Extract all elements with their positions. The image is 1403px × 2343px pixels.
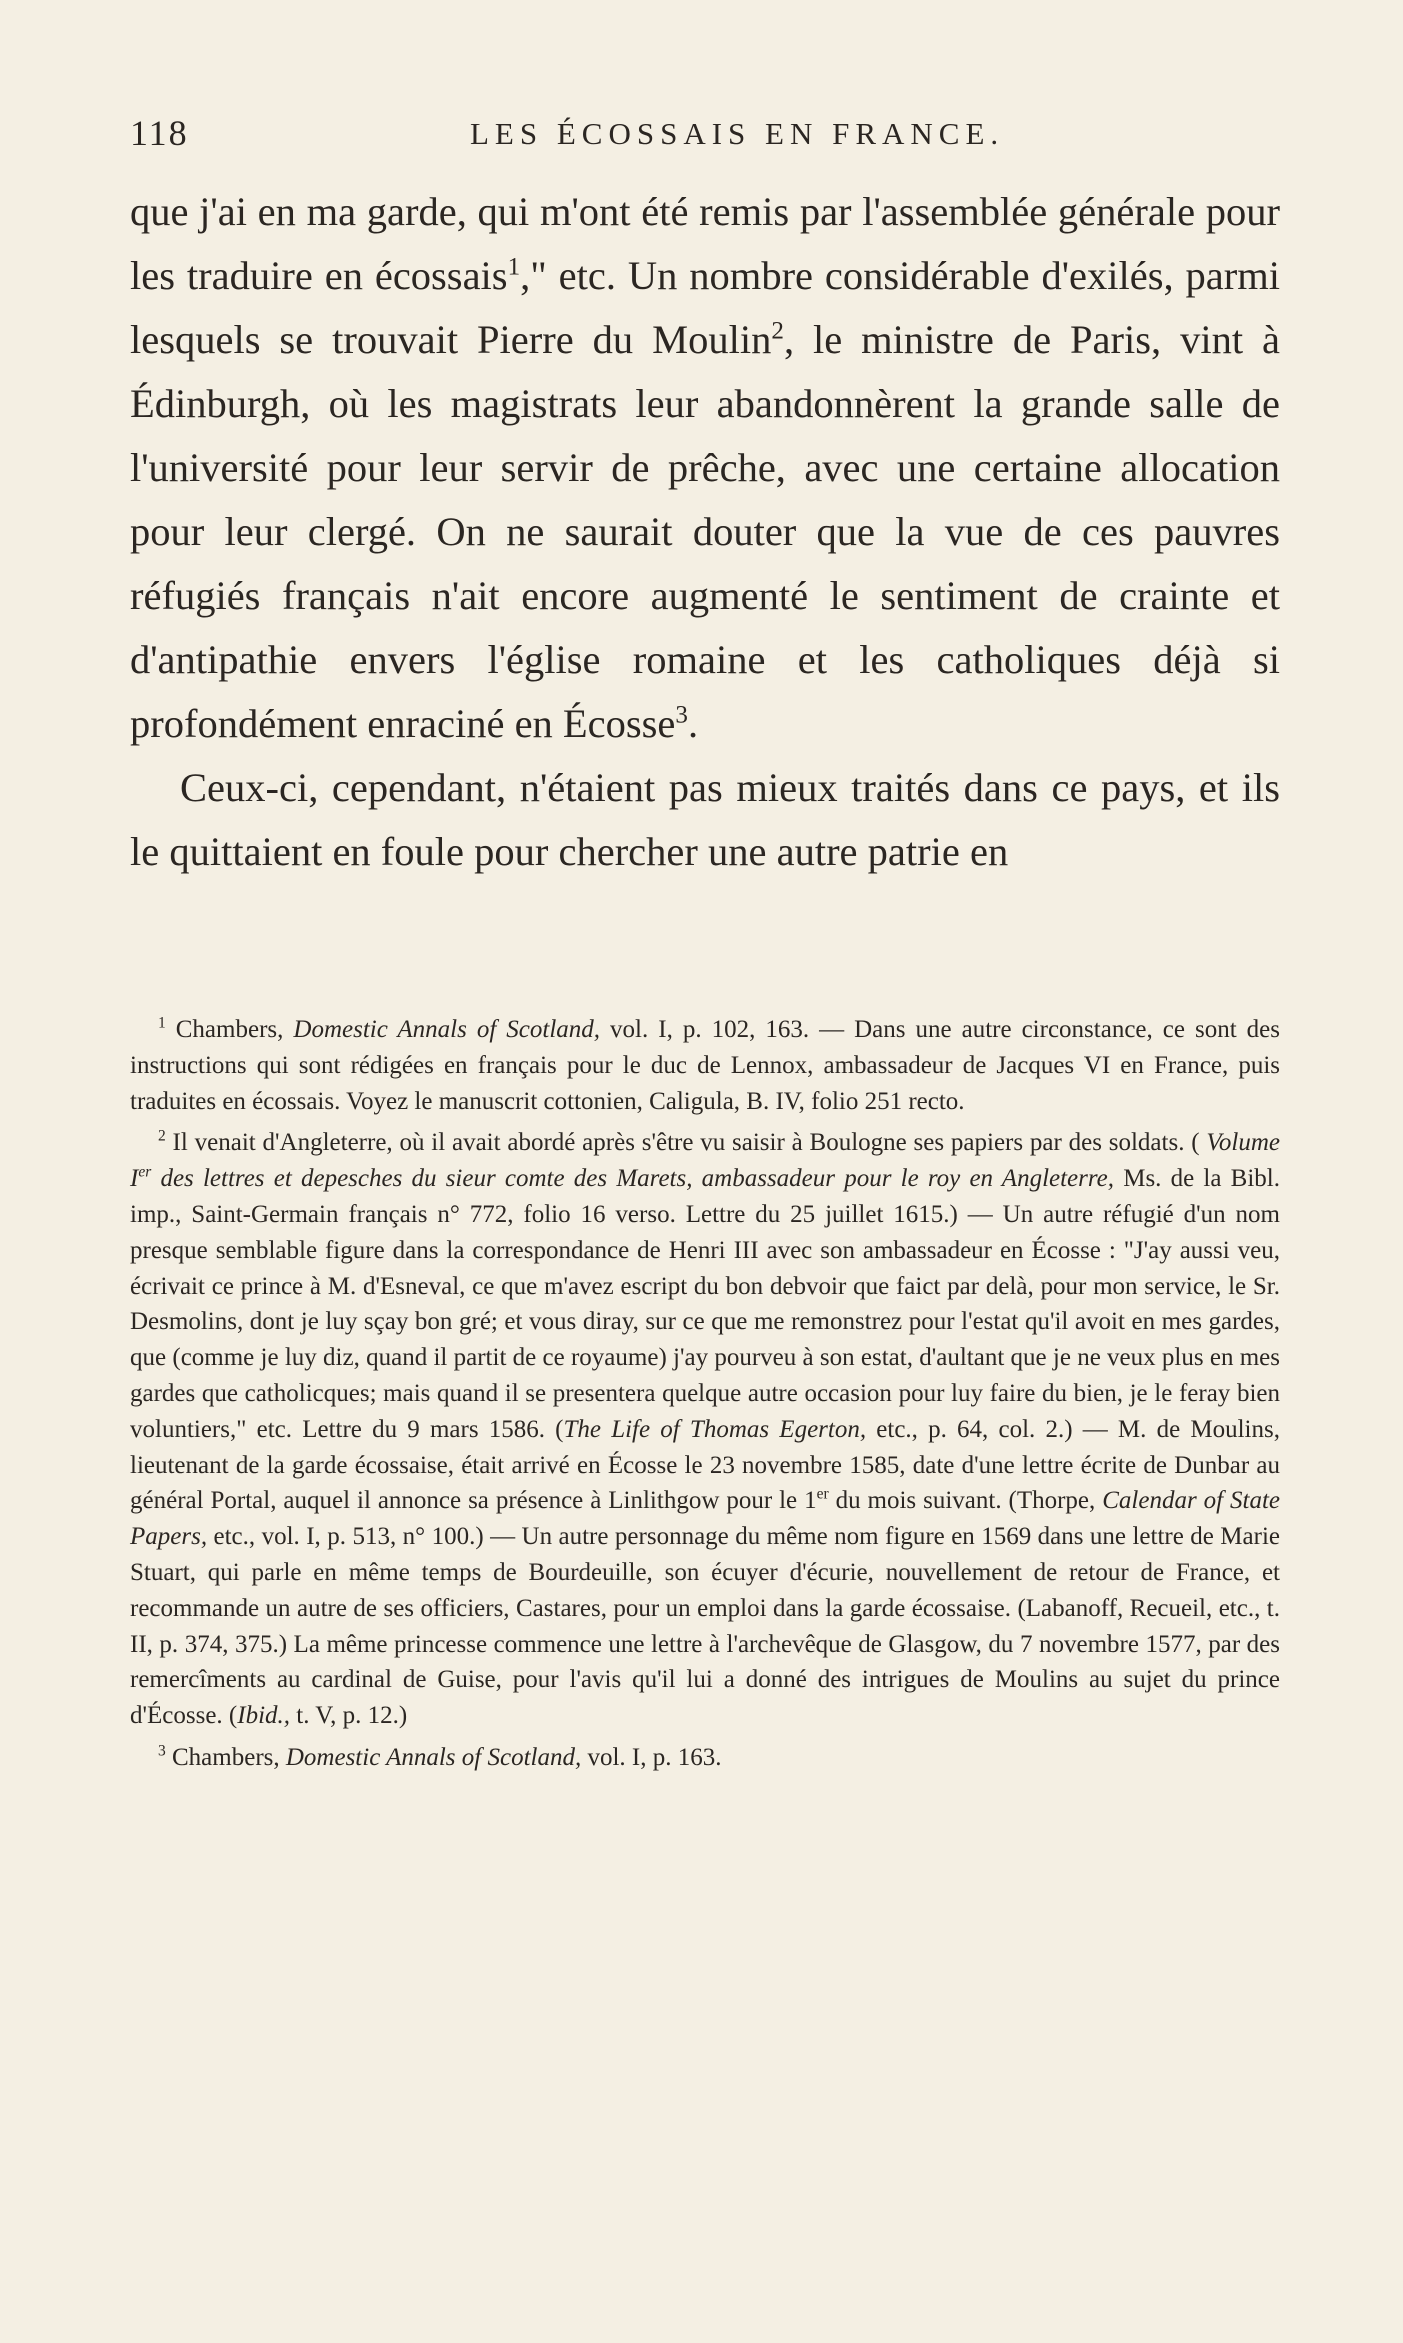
main-paragraph-2 (130, 756, 1280, 884)
footnote-text: Ms. de la Bibl. imp., Saint-Germain français n° 772, folio 16 verso. Lettre du 25 juillet 1615.) — Un autre réfugié d'un nom presque semblable figure dans la correspondance de Henri III avec son ambassadeur en Écosse : "J'ay aussi veu, écrivait ce prince à M. d'Esneval, ce que m'avez escript du bon debvoir que faict par delà, pour mon service, le Sr. Desmolins, dont je luy sçay bon gré; et vous diray, sur ce que me remonstrez pour l'estat qu'il avoit en mes gardes, que (comme je luy diz, quand il partit de ce royaume) j'ay pourveu à son estat, d'aultant que je ne veux plus en mes gardes que catholicques; mais quand il se presentera quelque autre occasion pour luy faire du bien, je le feray bien voluntiers," etc. Lettre du 9 mars 1586. ( (130, 1165, 1280, 1443)
footnote-title: Ibid., (237, 1702, 291, 1730)
footnote-text: Chambers, (165, 1743, 286, 1771)
footnote-text: etc., vol. I, p. 513, n° 100.) — Un autre personnage du même nom figure en 1569 dans une lettre de Marie Stuart, qui parle en même temps de Bourdeuille, son écuyer d'écurie, nouvellement de retour de France, et recommande un autre de ses officiers, Castares, pour un emploi dans la garde écossaise. (Labanoff, Recueil, etc., t. II, p. 374, 375.) La même princesse commence une lettre à l'archevêque de Glasgow, du 7 novembre 1577, par des remercîments au cardinal de Guise, pour l'avis qu'il lui a donné des intrigues de Moulins au sujet du prince d'Écosse. ( (130, 1523, 1280, 1730)
footnote-title-sup: er (138, 1163, 152, 1181)
footnote-ref-2: 2 (771, 317, 784, 345)
footnote-text-sup: er (816, 1486, 829, 1504)
footnote-text: vol. I, p. 102, 163. — Dans une autre circonstance, ce sont des instructions qui sont rédigées en français pour le duc de Lennox, ambassadeur de Jacques VI en France, puis traduites en écossais. Voyez le manuscrit cottonien, Caligula, B. IV, folio 251 recto. (130, 1016, 1280, 1115)
footnote-text: Chambers, (165, 1016, 294, 1043)
footnote-marker: 2 (158, 1128, 166, 1146)
footnote-title-run: Volume I (130, 1129, 1280, 1193)
main-text (130, 180, 1280, 884)
footnote-marker: 1 (158, 1014, 166, 1032)
main-text-run: ," etc. Un nombre considérable d'exilés, parmi lesquels se trouvait Pierre du Moulin (130, 253, 1280, 362)
footnote-text: t. V, p. 12.) (290, 1702, 408, 1730)
footnote-text: vol. I, p. 163. (581, 1743, 722, 1771)
page-header (130, 112, 1280, 162)
footnote-text: du mois suivant. (Thorpe, (828, 1487, 1103, 1515)
footnote-title: Calendar of State Papers, (130, 1487, 1281, 1551)
footnote-2 (130, 1125, 1280, 1734)
main-text-run: Ceux-ci, cependant, n'étaient pas mieux traités dans ce pays, et ils le quittaient en foule pour chercher une autre patrie en (130, 765, 1280, 874)
footnote-ref-3: 3 (675, 701, 688, 729)
footnote-title: Domestic Annals of Scotland, (293, 1016, 601, 1043)
footnote-title: Domestic Annals of Scotland, (285, 1743, 582, 1771)
footnote-text: etc., p. 64, col. 2.) — M. de Moulins, lieutenant de la garde écossaise, était arrivé en Écosse le 23 novembre 1585, date d'une lettre écrite de Dunbar au général Portal, auquel il annonce sa présence à Linlithgow pour le 1 (130, 1415, 1280, 1515)
footnote-ref-1: 1 (507, 253, 521, 281)
running-title: LES ÉCOSSAIS EN FRANCE. (470, 116, 1005, 151)
main-text-run: que j'ai en ma garde, qui m'ont été remis par l'assemblée générale pour les traduire en écossais (130, 189, 1280, 298)
footnote-text: Il venait d'Angleterre, où il avait abordé après s'être vu saisir à Boulogne ses papiers par des soldats. ( (165, 1129, 1207, 1157)
footnote-title: The Life of Thomas Egerton, (563, 1415, 867, 1443)
footnote-1 (130, 1012, 1280, 1119)
footnotes (130, 1012, 1280, 1782)
footnote-marker: 3 (158, 1742, 166, 1760)
page-number: 118 (130, 113, 189, 153)
main-paragraph-1 (130, 180, 1280, 756)
footnote-3 (130, 1740, 1280, 1776)
main-text-run: . (687, 701, 699, 746)
footnote-title-run: des lettres et depesches du sieur comte des Marets, ambassadeur pour le roy en Angleterre, (151, 1165, 1115, 1193)
main-text-run: , le ministre de Paris, vint à Édinburgh, où les magistrats leur abandonnèrent la grande salle de l'université pour leur servir de prêche, avec une certaine allocation pour leur clergé. On ne saurait douter que la vue de ces pauvres réfugiés français n'ait encore augmenté le sentiment de crainte et d'antipathie envers l'église romaine et les catholiques déjà si profondément enraciné en Écosse (130, 317, 1281, 746)
